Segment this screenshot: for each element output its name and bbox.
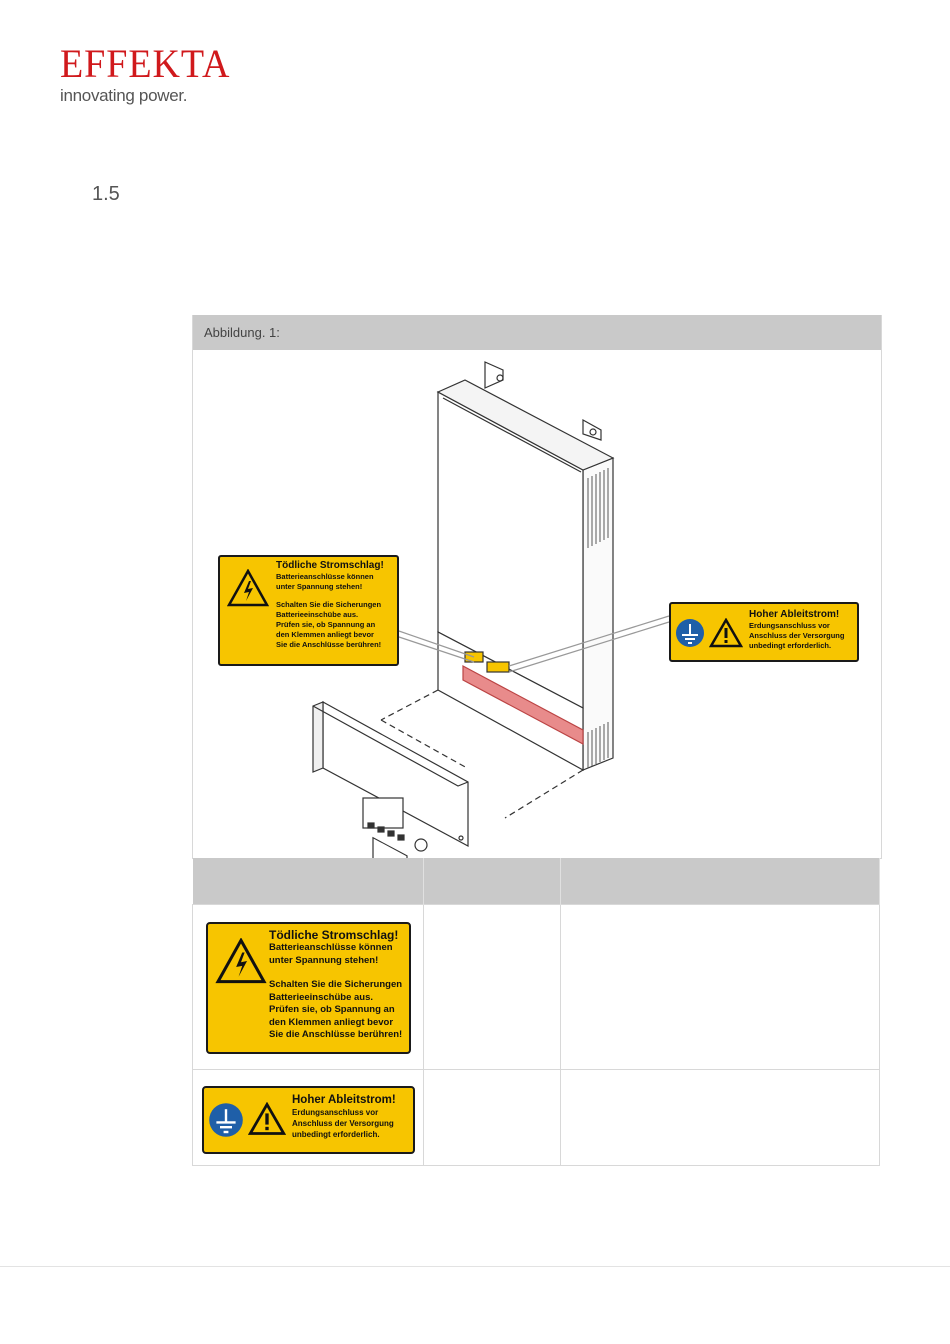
shock-label-line: unter Spannung stehen! — [276, 582, 363, 591]
shock-label-line: Schalten Sie die Sicherungen — [276, 600, 382, 609]
shock-label-line: Batterieeinschübe aus. — [276, 610, 359, 619]
warning-icon — [248, 1102, 286, 1136]
earth-ground-icon — [675, 618, 705, 648]
warning-icon — [709, 618, 743, 648]
brand-name: EFFEKTA — [60, 41, 231, 86]
table-cell — [423, 905, 560, 1070]
table-row — [193, 1070, 880, 1166]
shock-warning-label — [218, 555, 399, 666]
shock-label-line: Sie die Anschlüsse berühren! — [269, 1029, 403, 1040]
shock-label-line: Batterieanschlüsse können — [276, 572, 374, 581]
leakage-label-line: Anschluss der Versorgung — [292, 1119, 394, 1128]
leakage-label-line: Erdungsanschluss vor — [292, 1108, 379, 1117]
shock-warning-label — [206, 922, 411, 1054]
warning-label-table — [192, 858, 880, 1166]
footer-divider — [0, 1266, 950, 1267]
device-illustration — [193, 350, 881, 858]
leakage-label-title: Hoher Ableitstrom! — [749, 609, 840, 620]
section-number: 1.5 — [92, 183, 120, 205]
leakage-label-title: Hoher Ableitstrom! — [292, 1094, 396, 1106]
leakage-warning-label — [202, 1086, 415, 1154]
table-cell — [423, 1070, 560, 1166]
table-cell-label — [193, 905, 424, 1070]
table-cell — [560, 1070, 880, 1166]
figure-caption: Abbildung. 1: — [193, 315, 881, 350]
earth-ground-icon — [208, 1102, 244, 1138]
leakage-label-line: unbedingt erforderlich. — [292, 1130, 380, 1139]
shock-label-title: Tödliche Stromschlag! — [276, 560, 384, 571]
shock-label-line: Prüfen sie, ob Spannung an — [269, 1004, 395, 1015]
shock-label-line: Batterieeinschübe aus. — [269, 991, 374, 1003]
brand-tagline: innovating power. — [60, 86, 188, 105]
shock-label-title: Tödliche Stromschlag! — [269, 928, 399, 942]
table-cell — [560, 905, 880, 1070]
shock-label-line: Prüfen sie, ob Spannung an — [276, 620, 376, 629]
leakage-warning-label — [669, 602, 859, 662]
shock-label-line: Sie die Anschlüsse berühren! — [276, 640, 382, 649]
shock-label-line: den Klemmen anliegt bevor — [276, 630, 374, 639]
table-cell-label — [193, 1070, 424, 1166]
leakage-label-line: unbedingt erforderlich. — [749, 641, 832, 650]
table-header-cell — [193, 858, 424, 905]
shock-label-line: den Klemmen anliegt bevor — [269, 1016, 394, 1028]
table-header-cell — [560, 858, 880, 905]
high-voltage-icon — [215, 938, 267, 984]
shock-label-line: unter Spannung stehen! — [269, 954, 379, 966]
shock-label-line: Batterieanschlüsse können — [269, 942, 393, 953]
shock-label-line: Schalten Sie die Sicherungen — [269, 979, 403, 990]
table-row — [193, 905, 880, 1070]
table-header-cell — [423, 858, 560, 905]
figure-box — [192, 315, 882, 859]
leakage-label-line: Anschluss der Versorgung — [749, 631, 845, 640]
table-header-row — [193, 858, 880, 905]
leakage-label-line: Erdungsanschluss vor — [749, 621, 830, 630]
high-voltage-icon — [227, 569, 269, 607]
company-logo — [60, 41, 239, 106]
